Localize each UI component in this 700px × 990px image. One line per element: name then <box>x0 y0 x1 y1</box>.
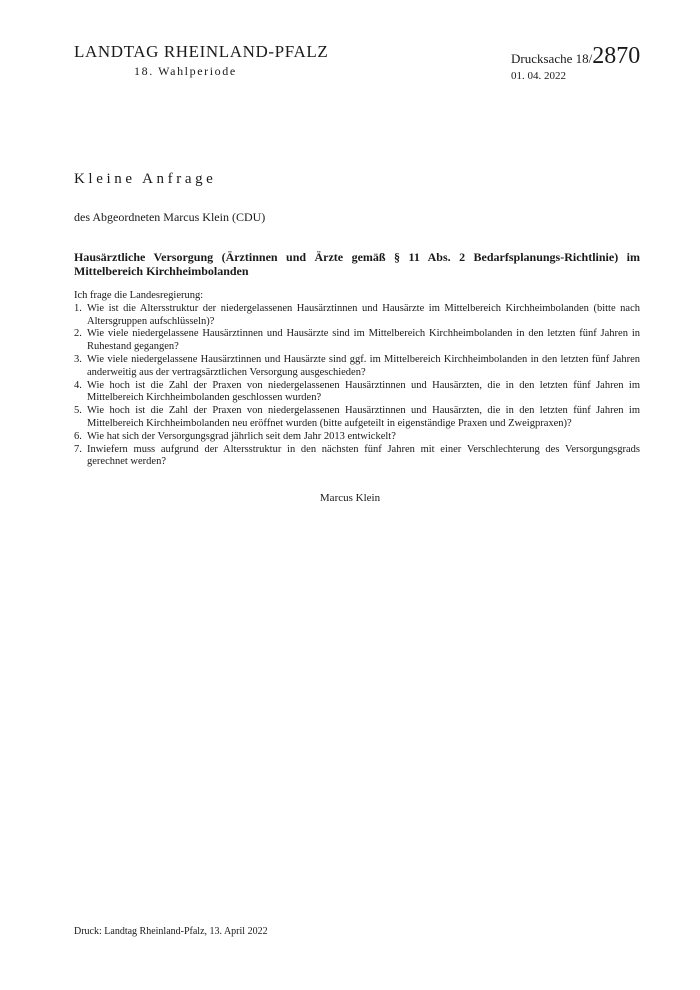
question-text: Wie viele niedergelassene Hausärztinnen und Hausärzte sind im Mittelbereich Kirchheimbolanden in den letzten fünf Jahren in Ruhestand gegangen? <box>87 328 640 353</box>
list-item <box>74 405 640 431</box>
question-number: 7. <box>74 443 82 455</box>
drucksache-number: 2870 <box>592 43 641 69</box>
document-type: Kleine Anfrage <box>74 171 217 187</box>
question-body <box>74 290 640 469</box>
question-text: Wie hat sich der Versorgungsgrad jährlich seit dem Jahr 2013 entwickelt? <box>87 430 396 442</box>
question-text: Wie viele niedergelassene Hausärztinnen und Hausärzte sind ggf. im Mittelbereich Kirchheimbolanden in den letzten fünf Jahren anderweitig aus der vertragsärztlichen Versorgung ausgeschieden? <box>87 353 640 378</box>
list-item <box>74 444 640 470</box>
question-number: 6. <box>74 430 82 442</box>
list-item <box>74 354 640 380</box>
question-number: 5. <box>74 405 82 417</box>
drucksache-label: Drucksache 18/ <box>511 51 593 66</box>
question-list <box>74 303 640 469</box>
list-item <box>74 328 640 354</box>
list-item <box>74 380 640 406</box>
question-number: 2. <box>74 328 82 340</box>
list-item <box>74 431 640 444</box>
parliament-name: LANDTAG RHEINLAND-PFALZ <box>74 42 329 61</box>
author-line: des Abgeordneten Marcus Klein (CDU) <box>74 210 266 224</box>
question-text: Wie hoch ist die Zahl der Praxen von niedergelassenen Hausärztinnen und Hausärzten, die in den letzten fünf Jahren im Mittelbereich Kirchheimbolanden neu eröffnet wurden (bitte aufgeteilt in eigenständige Praxen und Zweigpraxen)? <box>87 405 640 429</box>
question-number: 4. <box>74 379 82 391</box>
intro-text: Ich frage die Landesregierung: <box>74 290 204 301</box>
drucksache-line <box>511 43 641 69</box>
question-text: Wie ist die Altersstruktur der niedergelassenen Hausärztinnen und Hausärzte im Mittelbereich Kirchheimbolanden (bitte nach Altersgruppen aufschlüsseln)? <box>87 302 640 327</box>
question-text: Inwiefern muss aufgrund der Altersstruktur in den nächsten fünf Jahren mit einer Verschlechterung des Versorgungsgrads gerechnet werden? <box>87 443 640 468</box>
question-number: 3. <box>74 353 82 365</box>
question-number: 1. <box>74 302 82 314</box>
question-text: Wie hoch ist die Zahl der Praxen von niedergelassenen Hausärztinnen und Hausärzten, die in den letzten fünf Jahren im Mittelbereich Kirchheimbolanden geschlossen wurden? <box>87 379 640 404</box>
list-item <box>74 303 640 329</box>
document-date: 01. 04. 2022 <box>511 70 566 82</box>
signature: Marcus Klein <box>319 492 381 504</box>
letterhead <box>74 42 328 79</box>
legislative-period: 18. Wahlperiode <box>134 64 237 78</box>
document-reference <box>511 43 641 82</box>
subject-heading: Hausärztliche Versorgung (Ärztinnen und Ärzte gemäß § 11 Abs. 2 Bedarfsplanungs-Richtlinie) im Mittelbereich Kirchheimbolanden <box>74 250 640 278</box>
print-note: Druck: Landtag Rheinland-Pfalz, 13. April 2022 <box>74 926 268 937</box>
